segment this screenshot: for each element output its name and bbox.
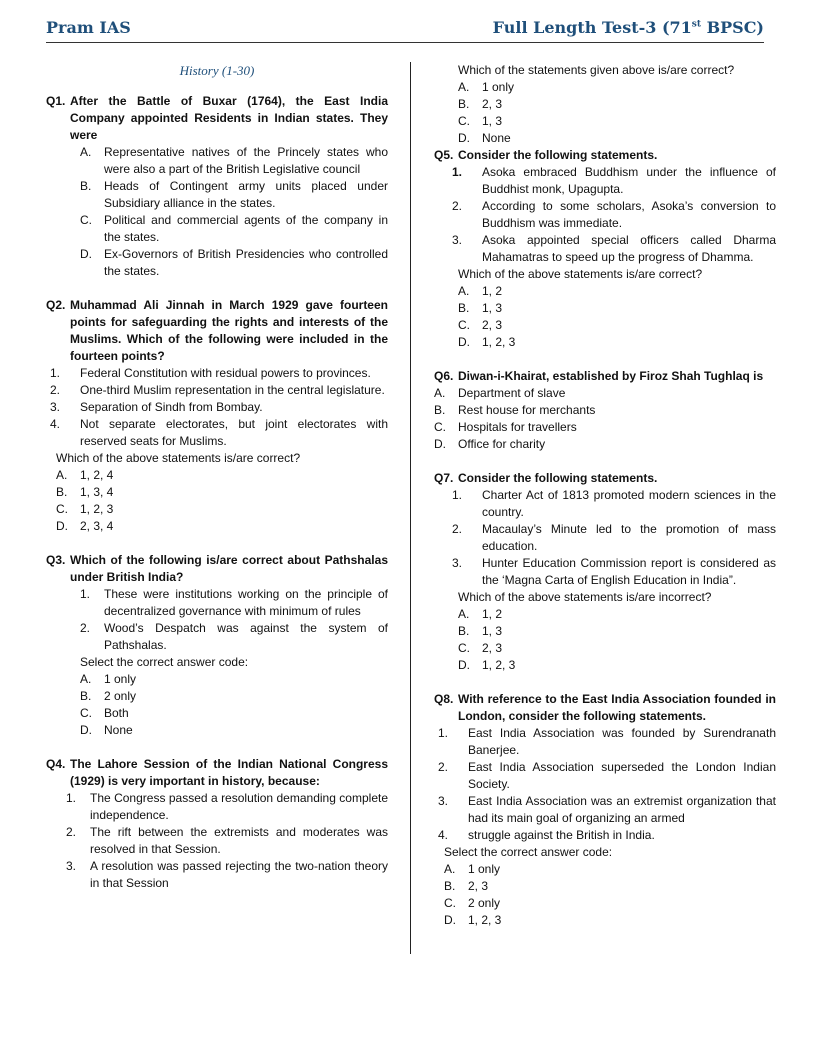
statement xyxy=(46,382,388,399)
option-text: Representative natives of the Princely states who were also a part of the British Legislative council xyxy=(104,145,388,176)
question-stem xyxy=(46,552,388,586)
statement-text: struggle against the British in India. xyxy=(468,828,655,842)
statement-marker: 3. xyxy=(50,400,61,414)
option-marker: C. xyxy=(458,641,470,655)
statement-text: A resolution was passed rejecting the two-nation theory in that Session xyxy=(90,859,388,890)
option-marker: A. xyxy=(458,607,470,621)
question-number: Q3. xyxy=(46,553,66,567)
question-text: Muhammad Ali Jinnah in March 1929 gave fourteen points for safeguarding the rights and interests of the Muslims. Which of the following were included in the fourteen points? xyxy=(70,298,388,363)
statement-marker: 1. xyxy=(452,165,463,179)
statement xyxy=(434,232,776,266)
question-stem xyxy=(46,93,388,144)
section-title: History (1-30) xyxy=(179,63,255,78)
option-text: None xyxy=(104,723,133,737)
option-marker: C. xyxy=(458,318,470,332)
option-marker: B. xyxy=(80,689,92,703)
statement-marker: 4. xyxy=(438,828,449,842)
option-marker: B. xyxy=(80,179,92,193)
option-marker: C. xyxy=(434,420,446,434)
statement-text: Federal Constitution with residual powers to provinces. xyxy=(80,366,371,380)
statement-text: One-third Muslim representation in the central legislature. xyxy=(80,383,385,397)
option-marker: D. xyxy=(458,658,470,672)
question-number: Q2. xyxy=(46,298,66,312)
option-marker: C. xyxy=(80,706,92,720)
option-a[interactable] xyxy=(434,606,776,623)
statement-text: Not separate electorates, but joint electorates with reserved seats for Muslims. xyxy=(80,417,388,448)
statement xyxy=(434,793,776,827)
statement xyxy=(434,827,776,844)
option-b[interactable] xyxy=(434,878,776,895)
option-b[interactable] xyxy=(434,402,776,419)
question-stem xyxy=(434,147,776,164)
option-marker: D. xyxy=(56,519,68,533)
option-text: 2, 3 xyxy=(482,641,503,655)
option-c[interactable] xyxy=(434,113,776,130)
option-d[interactable] xyxy=(434,436,776,453)
option-text: 1, 3, 4 xyxy=(80,485,114,499)
question-prompt: Which of the statements given above is/are correct? xyxy=(458,63,735,77)
statement-marker: 3. xyxy=(452,556,463,570)
option-marker: A. xyxy=(458,80,470,94)
option-marker: B. xyxy=(458,301,470,315)
option-c[interactable] xyxy=(46,705,388,722)
test-title xyxy=(493,18,764,37)
option-marker: B. xyxy=(56,485,68,499)
statement-text: Separation of Sindh from Bombay. xyxy=(80,400,263,414)
page-header xyxy=(46,14,764,43)
option-a[interactable] xyxy=(434,283,776,300)
option-c[interactable] xyxy=(434,317,776,334)
option-a[interactable] xyxy=(46,467,388,484)
option-c[interactable] xyxy=(46,501,388,518)
test-title-end: BPSC) xyxy=(701,18,764,37)
statement-text: Macaulay’s Minute led to the promotion of mass education. xyxy=(482,522,776,553)
option-c[interactable] xyxy=(434,895,776,912)
option-text: Department of slave xyxy=(458,386,566,400)
statement-marker: 2. xyxy=(66,825,77,839)
question-stem xyxy=(46,297,388,365)
statement xyxy=(46,416,388,450)
option-c[interactable] xyxy=(434,640,776,657)
statement-marker: 4. xyxy=(50,417,61,431)
option-marker: D. xyxy=(458,131,470,145)
option-text: 1, 3 xyxy=(482,301,503,315)
question-1 xyxy=(46,93,388,280)
option-b[interactable] xyxy=(46,178,388,212)
right-column xyxy=(434,62,776,946)
question-number: Q1. xyxy=(46,94,66,108)
option-text: 2, 3, 4 xyxy=(80,519,114,533)
statement-marker: 3. xyxy=(438,794,449,808)
statement xyxy=(434,555,776,589)
question-text: Consider the following statements. xyxy=(458,148,658,162)
option-text: 1, 2, 4 xyxy=(80,468,114,482)
option-text: Office for charity xyxy=(458,437,546,451)
question-text: After the Battle of Buxar (1764), the East India Company appointed Residents in Indian states. They were xyxy=(70,94,388,142)
question-3 xyxy=(46,552,388,739)
option-marker: A. xyxy=(80,672,92,686)
statement xyxy=(46,620,388,654)
option-marker: C. xyxy=(458,114,470,128)
statement-text: These were institutions working on the principle of decentralized governance with minimum of rules xyxy=(104,587,388,618)
statement xyxy=(46,365,388,382)
option-text: Political and commercial agents of the company in the states. xyxy=(104,213,388,244)
statement-text: Asoka embraced Buddhism under the influence of Buddhist monk, Upagupta. xyxy=(482,165,776,196)
option-marker: C. xyxy=(444,896,456,910)
option-marker: D. xyxy=(444,913,456,927)
option-d[interactable] xyxy=(434,912,776,929)
test-title-main: Full Length Test-3 (71 xyxy=(492,18,692,37)
option-text: 2 only xyxy=(104,689,137,703)
option-text: None xyxy=(482,131,511,145)
option-text: 1, 2, 3 xyxy=(482,658,516,672)
option-marker: A. xyxy=(444,862,456,876)
option-text: 1 only xyxy=(468,862,501,876)
statement-marker: 2. xyxy=(50,383,61,397)
question-number: Q5. xyxy=(434,148,454,162)
option-a[interactable] xyxy=(46,144,388,178)
option-text: 1, 3 xyxy=(482,114,503,128)
option-d[interactable] xyxy=(46,722,388,739)
option-d[interactable] xyxy=(46,518,388,535)
question-text: Diwan-i-Khairat, established by Firoz Shah Tughlaq is xyxy=(458,369,764,383)
option-d[interactable] xyxy=(46,246,388,280)
option-b[interactable] xyxy=(46,688,388,705)
option-text: 1, 2, 3 xyxy=(468,913,502,927)
question-2 xyxy=(46,297,388,535)
option-text: 2, 3 xyxy=(482,318,503,332)
option-marker: B. xyxy=(434,403,446,417)
question-4-continued xyxy=(434,62,776,147)
statement xyxy=(434,521,776,555)
institute-name: Pram IAS xyxy=(46,18,131,37)
option-text: 2, 3 xyxy=(482,97,503,111)
statement xyxy=(46,586,388,620)
question-number: Q4. xyxy=(46,757,66,771)
statement-marker: 1. xyxy=(80,587,91,601)
question-5 xyxy=(434,147,776,351)
option-marker: C. xyxy=(80,213,92,227)
option-marker: A. xyxy=(458,284,470,298)
option-text: Ex-Governors of British Presidencies who controlled the states. xyxy=(104,247,388,278)
question-text: With reference to the East India Association founded in London, consider the following statements. xyxy=(458,692,776,723)
question-text: Consider the following statements. xyxy=(458,471,658,485)
option-marker: A. xyxy=(80,145,92,159)
question-prompt: Which of the above statements is/are incorrect? xyxy=(458,590,712,604)
option-marker: D. xyxy=(434,437,446,451)
option-d[interactable] xyxy=(434,657,776,674)
option-b[interactable] xyxy=(46,484,388,501)
option-text: Heads of Contingent army units placed under Subsidiary alliance in the states. xyxy=(104,179,388,210)
test-title-sup: st xyxy=(691,19,702,30)
option-text: 1, 2, 3 xyxy=(80,502,114,516)
statement-text: The Congress passed a resolution demanding complete independence. xyxy=(90,791,388,822)
option-text: 1 only xyxy=(482,80,515,94)
statement-marker: 3. xyxy=(452,233,463,247)
option-text: 1, 2 xyxy=(482,284,503,298)
question-prompt: Select the correct answer code: xyxy=(80,655,249,669)
option-a[interactable] xyxy=(434,79,776,96)
question-4 xyxy=(46,756,388,892)
question-number: Q6. xyxy=(434,369,454,383)
option-a[interactable] xyxy=(434,861,776,878)
statement-text: According to some scholars, Asoka’s conversion to Buddhism was immediate. xyxy=(482,199,776,230)
option-marker: D. xyxy=(80,247,92,261)
option-text: Both xyxy=(104,706,129,720)
option-marker: D. xyxy=(458,335,470,349)
option-text: 1, 2 xyxy=(482,607,503,621)
option-b[interactable] xyxy=(434,300,776,317)
statement-text: East India Association was founded by Surendranath Banerjee. xyxy=(468,726,776,757)
option-text: 2 only xyxy=(468,896,501,910)
statement xyxy=(434,164,776,198)
question-number: Q8. xyxy=(434,692,454,706)
statement-marker: 2. xyxy=(438,760,449,774)
statement-marker: 1. xyxy=(50,366,61,380)
question-prompt: Which of the above statements is/are correct? xyxy=(458,267,703,281)
option-text: 1, 2, 3 xyxy=(482,335,516,349)
option-a[interactable] xyxy=(434,385,776,402)
statement-text: Asoka appointed special officers called Dharma Mahamatras to speed up the progress of Dhamma. xyxy=(482,233,776,264)
statement-marker: 1. xyxy=(452,488,463,502)
column-divider xyxy=(410,62,411,954)
question-prompt: Which of the above statements is/are correct? xyxy=(56,451,301,465)
option-a[interactable] xyxy=(46,671,388,688)
question-stem xyxy=(434,368,776,385)
question-7 xyxy=(434,470,776,674)
statement xyxy=(46,858,388,892)
option-d[interactable] xyxy=(434,334,776,351)
statement xyxy=(434,725,776,759)
statement-text: East India Association superseded the London Indian Society. xyxy=(468,760,776,791)
statement xyxy=(46,399,388,416)
statement-marker: 2. xyxy=(452,522,463,536)
statement xyxy=(46,790,388,824)
option-text: 1, 3 xyxy=(482,624,503,638)
option-c[interactable] xyxy=(434,419,776,436)
option-b[interactable] xyxy=(434,96,776,113)
option-d[interactable] xyxy=(434,130,776,147)
left-column xyxy=(46,62,388,909)
option-b[interactable] xyxy=(434,623,776,640)
option-marker: C. xyxy=(56,502,68,516)
question-stem xyxy=(46,756,388,790)
option-c[interactable] xyxy=(46,212,388,246)
question-text: The Lahore Session of the Indian National Congress (1929) is very important in history, because: xyxy=(70,757,388,788)
statement xyxy=(46,824,388,858)
option-marker: D. xyxy=(80,723,92,737)
question-6 xyxy=(434,368,776,453)
option-text: Rest house for merchants xyxy=(458,403,596,417)
statement xyxy=(434,198,776,232)
statement-marker: 2. xyxy=(80,621,91,635)
statement-marker: 1. xyxy=(66,791,77,805)
statement-marker: 3. xyxy=(66,859,77,873)
question-8 xyxy=(434,691,776,929)
question-prompt: Select the correct answer code: xyxy=(444,845,613,859)
statement xyxy=(434,487,776,521)
option-text: Hospitals for travellers xyxy=(458,420,577,434)
statement-text: East India Association was an extremist organization that had its main goal of organizing an armed xyxy=(468,794,776,825)
question-text: Which of the following is/are correct about Pathshalas under British India? xyxy=(70,553,388,584)
question-number: Q7. xyxy=(434,471,454,485)
question-stem xyxy=(434,470,776,487)
option-text: 1 only xyxy=(104,672,137,686)
statement xyxy=(434,759,776,793)
statement-text: Wood’s Despatch was against the system of Pathshalas. xyxy=(104,621,388,652)
question-stem xyxy=(434,691,776,725)
option-text: 2, 3 xyxy=(468,879,489,893)
option-marker: A. xyxy=(56,468,68,482)
option-marker: A. xyxy=(434,386,446,400)
statement-marker: 1. xyxy=(438,726,449,740)
statement-text: Charter Act of 1813 promoted modern sciences in the country. xyxy=(482,488,776,519)
statement-text: The rift between the extremists and moderates was resolved in that Session. xyxy=(90,825,388,856)
option-marker: B. xyxy=(458,97,470,111)
option-marker: B. xyxy=(458,624,470,638)
statement-marker: 2. xyxy=(452,199,463,213)
statement-text: Hunter Education Commission report is considered as the ‘Magna Carta of English Education in India”. xyxy=(482,556,776,587)
option-marker: B. xyxy=(444,879,456,893)
